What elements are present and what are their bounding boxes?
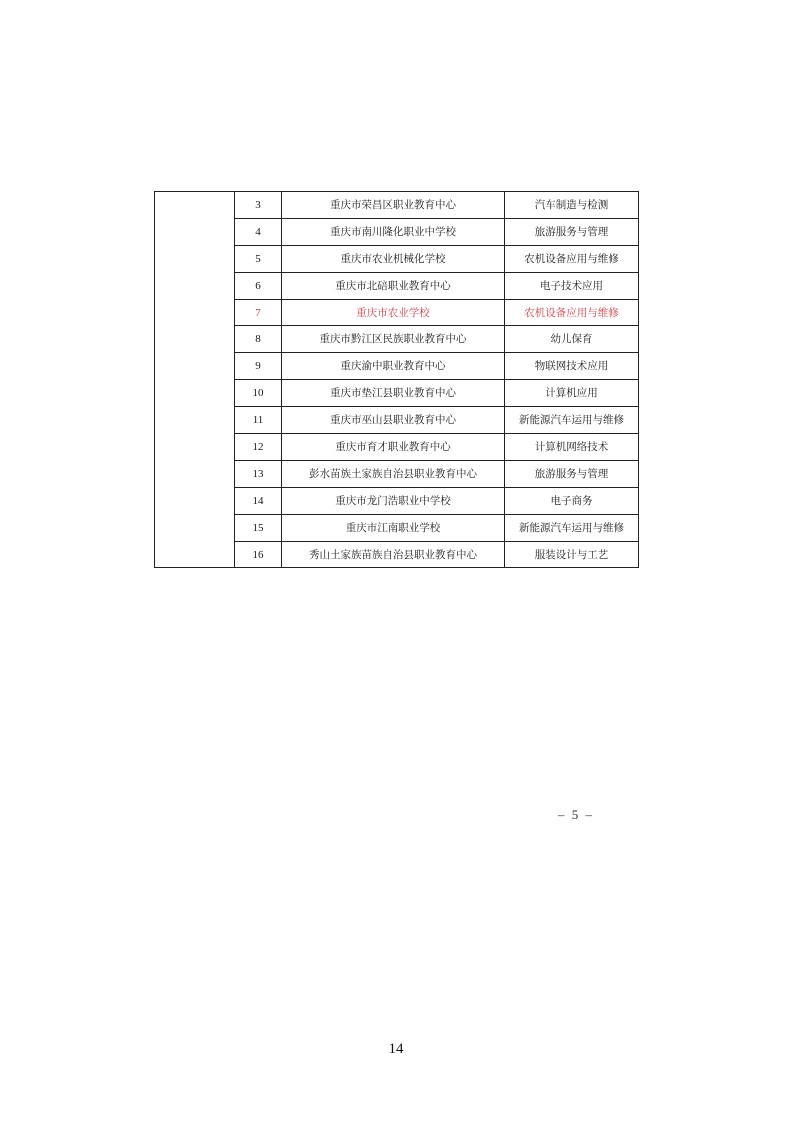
major-name-cell: 幼儿保育 (505, 326, 639, 353)
school-name-cell: 重庆市北碚职业教育中心 (282, 272, 505, 299)
row-number-cell: 15 (235, 514, 282, 541)
row-number-cell: 8 (235, 326, 282, 353)
major-name-cell: 新能源汽车运用与维修 (505, 407, 639, 434)
row-number-cell: 6 (235, 272, 282, 299)
major-name-cell: 计算机应用 (505, 380, 639, 407)
row-number-cell: 9 (235, 353, 282, 380)
school-name-cell: 重庆市江南职业学校 (282, 514, 505, 541)
school-name-cell: 重庆市农业机械化学校 (282, 245, 505, 272)
major-name-cell: 电子技术应用 (505, 272, 639, 299)
row-number-cell: 16 (235, 541, 282, 568)
major-name-cell: 汽车制造与检测 (505, 192, 639, 219)
major-name-cell: 电子商务 (505, 487, 639, 514)
school-name-cell: 彭水苗族土家族自治县职业教育中心 (282, 460, 505, 487)
row-number-cell: 10 (235, 380, 282, 407)
major-name-cell: 农机设备应用与维修 (505, 245, 639, 272)
row-number-cell: 3 (235, 192, 282, 219)
school-name-cell: 重庆市育才职业教育中心 (282, 434, 505, 461)
major-name-cell: 农机设备应用与维修 (505, 299, 639, 326)
school-name-cell: 重庆市南川隆化职业中学校 (282, 218, 505, 245)
school-name-cell: 重庆市荣昌区职业教育中心 (282, 192, 505, 219)
major-name-cell: 旅游服务与管理 (505, 218, 639, 245)
section-page-number: – 5 – (558, 807, 594, 822)
row-number-cell: 7 (235, 299, 282, 326)
page-number: 14 (388, 1041, 404, 1057)
table-body (155, 192, 639, 568)
school-name-cell: 重庆市龙门浩职业中学校 (282, 487, 505, 514)
school-name-cell: 重庆市垫江县职业教育中心 (282, 380, 505, 407)
major-name-cell: 服装设计与工艺 (505, 541, 639, 568)
major-name-cell: 计算机网络技术 (505, 434, 639, 461)
group-cell (155, 192, 235, 568)
school-name-cell: 秀山土家族苗族自治县职业教育中心 (282, 541, 505, 568)
row-number-cell: 11 (235, 407, 282, 434)
row-number-cell: 14 (235, 487, 282, 514)
major-name-cell: 旅游服务与管理 (505, 460, 639, 487)
school-major-table (154, 191, 639, 568)
school-table-container (154, 191, 638, 568)
row-number-cell: 12 (235, 434, 282, 461)
major-name-cell: 新能源汽车运用与维修 (505, 514, 639, 541)
row-number-cell: 5 (235, 245, 282, 272)
major-name-cell: 物联网技术应用 (505, 353, 639, 380)
school-name-cell: 重庆市巫山县职业教育中心 (282, 407, 505, 434)
row-number-cell: 4 (235, 218, 282, 245)
school-name-cell: 重庆渝中职业教育中心 (282, 353, 505, 380)
table-row (155, 192, 639, 219)
school-name-cell: 重庆市黔江区民族职业教育中心 (282, 326, 505, 353)
row-number-cell: 13 (235, 460, 282, 487)
school-name-cell: 重庆市农业学校 (282, 299, 505, 326)
